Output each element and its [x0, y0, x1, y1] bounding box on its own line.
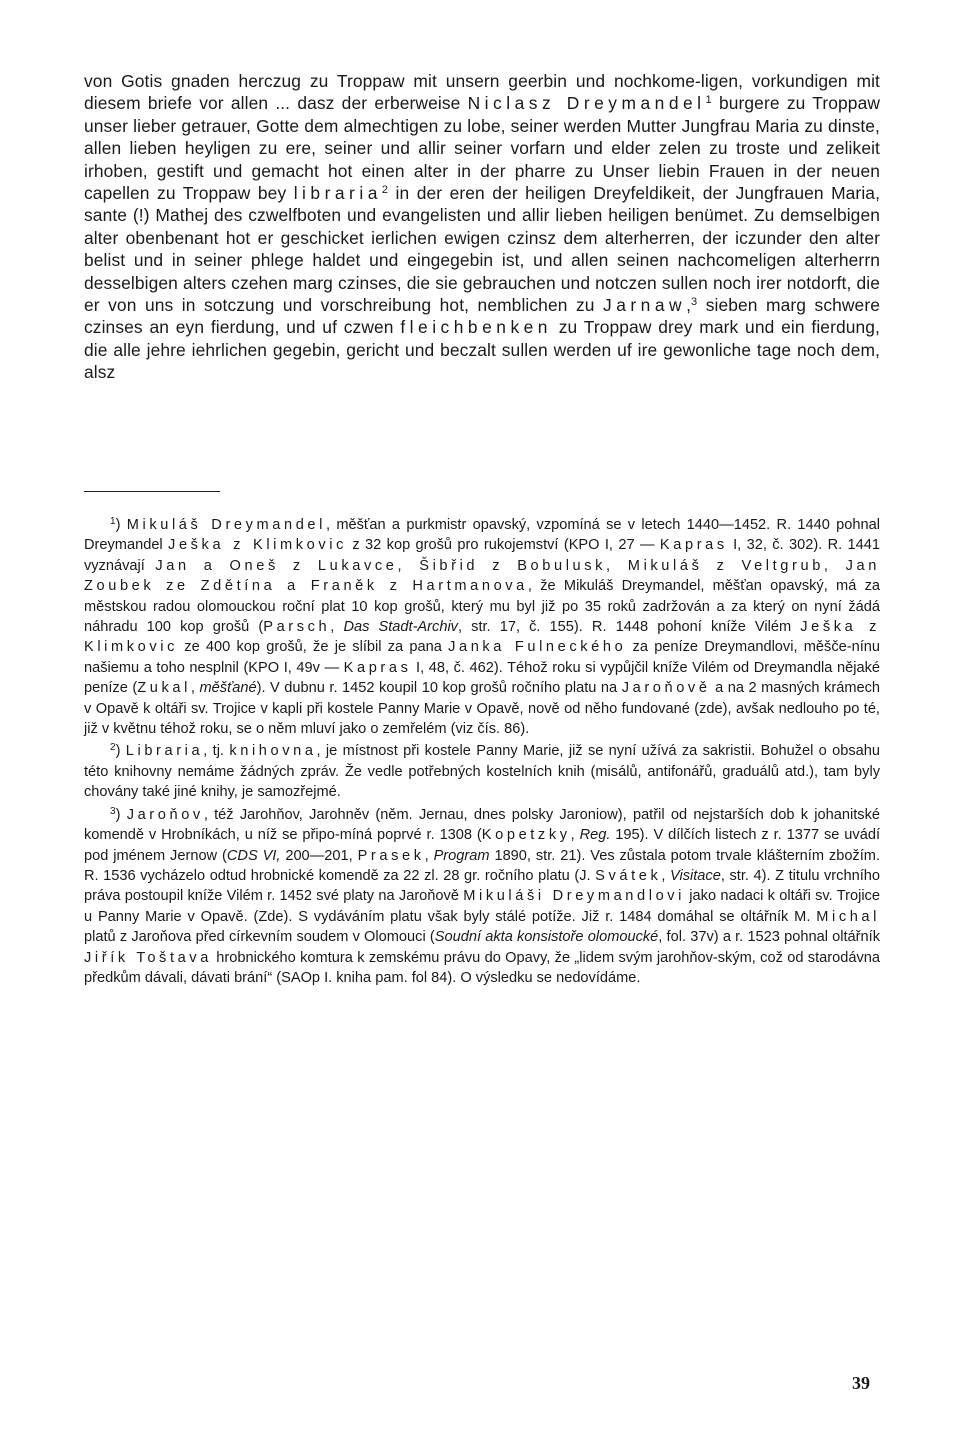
text-run: 195). V dílčích listech z r. 1377 se uvádí pod jménem Jernow ( — [84, 827, 880, 864]
text-run: ze 400 kop grošů, že je slíbil za pana — [178, 639, 449, 656]
footnote-number: $^2$) — [110, 742, 126, 760]
footnote-ref: 3 — [691, 296, 698, 309]
footnote-number: $^3$) — [110, 805, 127, 823]
spaced-name: Kopetzky — [481, 827, 571, 844]
italic-text: Program — [433, 847, 490, 864]
spaced-name: Jarnaw — [603, 295, 687, 316]
footnote-ref: 2 — [381, 184, 389, 197]
text-run: , — [330, 619, 344, 636]
text-run: hrobnického komtura k zemskému právu do Opavy, že „lidem svým jarohňov-ským, což od starodávna předkům dávali, dávati brání“ (SAOp I. kniha pam. fol 84). O výsledku se nedovídáme. — [84, 949, 881, 986]
footnote-2 — [84, 741, 880, 802]
text-run: a na 2 masných krámech v Opavě k oltáři sv. Trojice v kapli při kostele Panny Marie v Opavě, nově od něho fundované (zde), avšak nedlouho po té, již v květnu téhož roku, se o něm mluví jako o zemřelém (viz čís. 86). — [84, 680, 881, 738]
text-run: , měšťan a purkmistr opavský, vzpomíná se v letech 1440—1452. R. 1440 pohnal Dreymandel — [84, 517, 881, 554]
italic-text: Soudní akta konsistoře olomoucké — [434, 929, 659, 946]
text-run: platů z Jaroňova před církevním soudem v Olomouci ( — [84, 929, 435, 946]
footnote-3 — [84, 805, 880, 989]
text-run: jako nadaci k oltáři sv. Trojice u Panny Marie v Opavě. (Zde). S vydáváním platu však byly stálé potíže. Již r. 1484 domáhal se oltářník M. — [84, 888, 880, 925]
text-run: zu Troppaw drey mark und ein fierdung, die alle jehre iehrlichen gegebin, gericht und beczalt sullen werden uf ire gewonliche tage noch dem, alsz — [84, 317, 880, 383]
text-run: , fol. 37v) a r. 1523 pohnal oltářník — [658, 929, 880, 946]
spaced-name: Kapras — [343, 659, 412, 676]
spaced-name: Libraria — [125, 743, 204, 760]
text-run: , — [570, 827, 580, 844]
italic-text: CDS VI, — [226, 847, 281, 864]
text-run: , — [686, 295, 692, 316]
spaced-name: Kapras — [659, 537, 728, 554]
text-run: , — [424, 847, 434, 864]
text-run: , — [661, 867, 670, 884]
italic-text: Visitace — [669, 867, 721, 884]
spaced-name: Janka Fulneckého — [448, 639, 627, 656]
text-run: , je místnost při kostele Panny Marie, již se nyní užívá za sakristii. Bohužel o obsahu této knihovny nemáme žádných zpráv. Že vedle potřebných kostelních knih (misálů, antifonářů, graduálů atd.), tam byly chovány také jiné knihy, je samozřejmé. — [84, 743, 880, 801]
spaced-name: knihovna — [229, 743, 317, 760]
spaced-name: Jaroňově — [621, 680, 711, 697]
text-run: ). V dubnu r. 1452 koupil 10 kop grošů ročního platu na — [256, 680, 622, 697]
text-run: von Gotis gnaden herczug zu Troppaw mit unsern geerbin und nochkome-ligen, vorkundigen mit diesem briefe vor allen ... dasz der erberweise — [84, 71, 880, 114]
footnote-number-digit: 1 — [110, 516, 116, 527]
spaced-name: Jan a Oneš z Lukavce, Šibřid z Bobulusk, Mikuláš z Veltgrub, Jan Zoubek ze Zdětína a Franěk z Hartmanova — [84, 557, 880, 595]
spaced-name: Jaroňov — [126, 806, 204, 823]
footnote-number: $^1$) — [110, 516, 127, 533]
text-run: I, 48, č. 462). Téhož roku si vypůjčil kníže Vilém od Dreymandla nějaké peníze ( — [84, 659, 880, 697]
text-run: 1890, str. 21). Ves zůstala potom trvale klášterním zbožím. R. 1536 vycházelo odtud hrobnické komendě za 22 zl. 28 gr. ročního platu (J. — [84, 847, 880, 884]
italic-text: Reg. — [579, 827, 611, 844]
footnote-number-digit: 2 — [110, 742, 116, 754]
text-run: , — [190, 680, 200, 697]
text-run: I, 32, č. 302). R. 1441 vyznávají — [84, 537, 881, 574]
text-run: in der eren der heiligen Dreyfeldikeit, der Jungfrauen Maria, sante (!) Mathej des czwelfboten und evangelisten und allir lieben heiligen benümet. Zu demselbigen alter obenbenant hot er geschicket ierlichen ewigen czinsz dem alterherren, der iczunder den alter belist und in seiner phlege haldet und eingegebin ist, und allen seinen nachcomeligen alterherrn desselbigen alters czehen marg czinses, die sie gebrauchen und notczen sullen noch irer notdorft, die er von uns in sotczung und vorschreibung hot, nemblichen zu — [84, 183, 880, 316]
text-run: , že Mikuláš Dreymandel, měšťan opavský, má za městskou radou olomouckou roční plat 10 kop grošů, který mu byl již po 35 roků zadržován a za který on nyní žádá náhradu 100 kop grošů ( — [84, 578, 880, 636]
footnote-number-digit: 3 — [110, 805, 116, 817]
spaced-name: fleichbenken — [400, 317, 552, 338]
footnotes — [84, 515, 880, 990]
footnote-ref: 1 — [705, 94, 712, 107]
main-text — [84, 70, 880, 384]
text-run: za peníze Dreymandlovi, měšče-nínu našiemu a toho nesplnil (KPO I, 49v — — [84, 639, 880, 676]
spaced-name: Prasek — [357, 847, 425, 864]
text-run: , též Jarohňov, Jarohněv (něm. Jernau, dnes polsky Jaroniow), patřil od nejstarších dob k johanitské komendě v Hrobníkách, u níž se připo-míná poprvé r. 1308 ( — [84, 806, 880, 844]
text-run: burgere zu Troppaw unser lieber getrauer, Gotte dem almechtigen zu lobe, seiner werden Mutter Jungfrau Maria zu dinste, allen lieben heyligen zu ere, seiner und allir seiner vorfarn und elder zelen zu troste und zelikeit irhoben, gestift und gemacht hot einen alter in der pharre zu Unser liebin Frauen in der neuen capellen zu Troppaw bey — [84, 93, 881, 204]
spaced-name: Parsch — [263, 619, 331, 636]
italic-text: měšťané — [199, 680, 257, 697]
spaced-name: Niclasz Dreymandel — [467, 93, 706, 114]
text-run: , tj. — [203, 743, 230, 760]
spaced-name: Michal — [816, 908, 880, 925]
spaced-name: Mikuláši Dreymandlovi — [463, 888, 686, 905]
page-body — [84, 70, 880, 384]
italic-text: Das Stadt-Archiv — [343, 619, 458, 636]
footnote-divider — [84, 491, 220, 492]
spaced-name: libraria — [293, 183, 382, 204]
footnote-1 — [84, 515, 880, 739]
spaced-name: Ješka z Klimkovic — [84, 619, 880, 656]
spaced-name: Svátek — [595, 867, 662, 884]
spaced-name: Jiřík Toštava — [84, 949, 212, 966]
text-run: , str. 17, č. 155). R. 1448 pohoní kníže Vilém — [457, 619, 801, 636]
spaced-name: Ješka z Klimkovic — [168, 537, 348, 554]
spaced-name: Mikuláš Dreymandel — [126, 517, 326, 533]
page-number: 39 — [852, 1373, 870, 1393]
spaced-name: Zukal — [137, 680, 191, 697]
text-run: sieben marg schwere czinses an eyn fierdung, und uf czwen — [84, 295, 880, 338]
text-run: z 32 kop grošů pro rukojemství (KPO I, 27 — — [347, 537, 660, 554]
text-run: 200—201, — [280, 847, 358, 864]
text-run: , str. 4). Z titulu vrchního práva postoupil kníže Vilém r. 1452 své platy na Jaroňově — [84, 867, 880, 905]
